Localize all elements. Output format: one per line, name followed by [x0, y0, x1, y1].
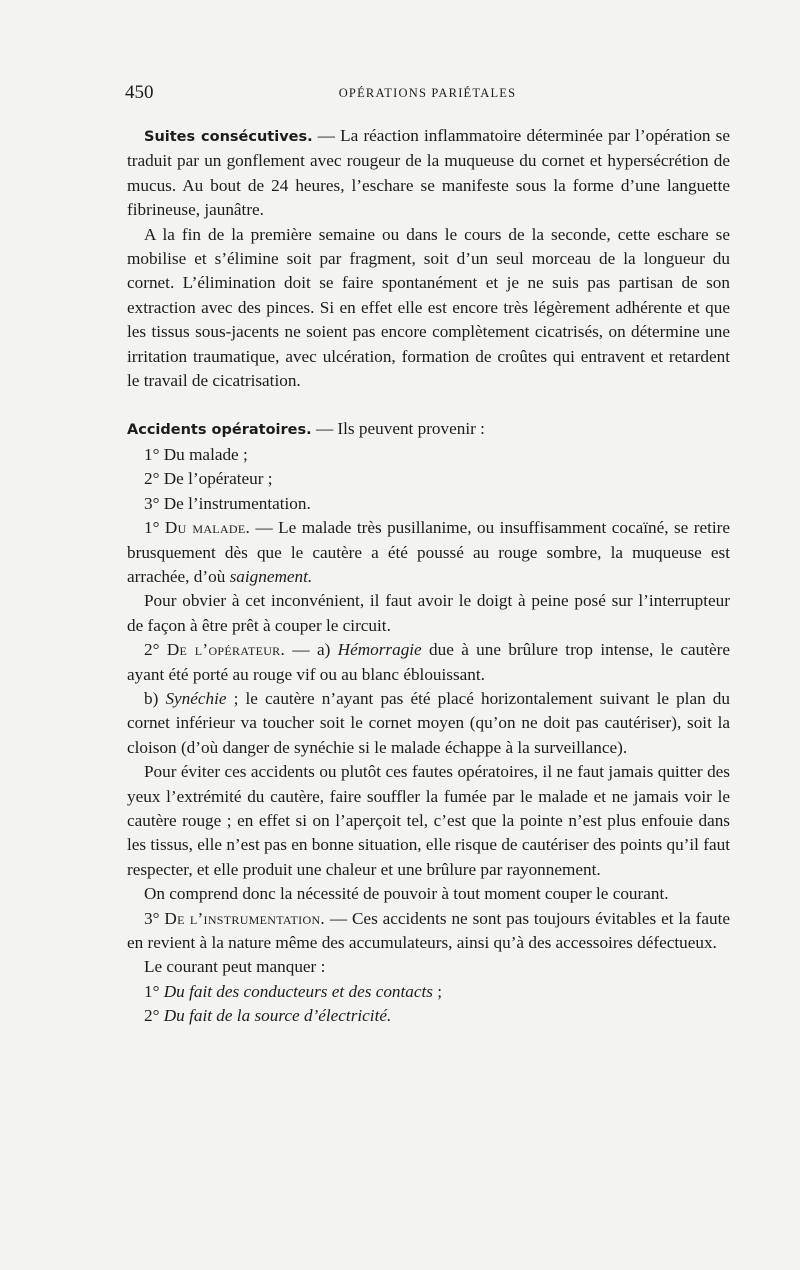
emphasis-text: Synéchie — [165, 688, 227, 708]
paragraph-text: due à une brûlure trop intense, le cautère ayant été porté au rouge vif ou au blanc éblouissant. — [127, 640, 731, 684]
list-item-source — [127, 1004, 730, 1028]
subheading-malade: Du malade. — [164, 518, 251, 538]
paragraph-text: ; le cautère n’ayant pas été placé horizontalement suivant le plan du cornet inférieur va toucher soit le cornet moyen (qu’on ne doit pas cautériser), soit la cloison (d’où danger de synéchie si le malade échappe à la surveillance). — [127, 688, 730, 757]
paragraph-eviter: Pour éviter ces accidents ou plutôt ces fautes opératoires, il ne faut jamais quitter des yeux l’extrémité du cautère, faire souffler la fumée par le malade et ne jamais voir le cautère rouge ; en effet si on l’aperçoit tel, c’est que la pointe n’est plus enfouie dans les tissus, elle n’est pas en bonne situation, elle risque de cautériser des points qu’il faut respecter, et elle produit une chaleur et une brûlure par rayonnement. — [127, 762, 730, 879]
subheading-instrumentation: De l’instrumentation. — [164, 908, 326, 928]
list-item-conducteurs — [127, 980, 730, 1004]
emphasis-text: Du fait des conducteurs et des contacts — [163, 981, 433, 1001]
paragraph-malade — [127, 516, 730, 589]
paragraph-text: — La réaction inflammatoire déterminée par l’opération se traduit par un gonflement avec rougeur de la muqueuse du cornet et hypersécrétion de mucus. Au bout de 24 heures, l’eschare se manifeste sous la forme d’une languette fibrineuse, jaunâtre. — [127, 126, 730, 220]
paragraph-elimination: A la fin de la première semaine ou dans le cours de la seconde, cette eschare se mobilise et s’élimine soit par fragment, soit d’un seul morceau de la longueur du cornet. L’élimination doit se faire spontanément et je ne suis pas partisan de son extraction avec des pinces. Si en effet elle est encore très légèrement adhérente et que les tissus sous-jacents ne soient pas encore complètement cicatrisés, on détermine une irritation traumatique, avec ulcération, formation de croûtes qui entravent et retardent le travail de cicatrisation. — [127, 224, 730, 391]
item-number: 2° — [144, 640, 167, 660]
running-title: OPÉRATIONS PARIÉTALES — [338, 86, 517, 100]
page-header — [125, 82, 730, 106]
section-heading-suites: Suites consécutives. — [144, 129, 313, 145]
section-heading-accidents: Accidents opératoires. — [127, 422, 312, 439]
page-body — [127, 124, 730, 1029]
item-number: 3° — [144, 908, 165, 928]
item-number: 1° — [144, 518, 165, 538]
emphasis-text: Du fait de la source d’électricité. — [163, 1006, 392, 1026]
subheading-operateur: De l’opérateur. — [166, 640, 286, 660]
paragraph-instrumentation — [127, 907, 730, 956]
list-item: 3° De l’instrumentation. — [144, 493, 311, 513]
paragraph-text: — Le malade très pusillanime, ou insuffisamment cocaïné, se retire brusquement dès que le cautère a été poussé au rouge sombre, la muqueuse est arrachée, d’où — [127, 518, 730, 586]
paragraph-courant: Le courant peut manquer : — [144, 957, 326, 977]
emphasis-text: Hémorragie — [337, 640, 422, 660]
item-number: 2° — [144, 1006, 164, 1026]
page-number: 450 — [125, 82, 154, 103]
paragraph-text: — Ils peuvent provenir : — [311, 419, 485, 439]
paragraph-synechie — [127, 687, 730, 760]
emphasis-text: saignement. — [229, 566, 313, 586]
item-number: 1° — [144, 981, 164, 1001]
item-letter: — a) — [285, 640, 338, 660]
paragraph-operateur — [127, 638, 730, 687]
paragraph-text: — Ces accidents ne sont pas toujours évitables et la faute en revient à la nature même des accumulateurs, ainsi qu’à des accessoires défectueux. — [127, 908, 731, 952]
item-letter: b) — [144, 688, 166, 708]
paragraph-accidents — [127, 417, 730, 442]
paragraph-obvier: Pour obvier à cet inconvénient, il faut avoir le doigt à peine posé sur l’interrupteur de façon à être prêt à couper le circuit. — [127, 591, 730, 635]
list-item: 2° De l’opérateur ; — [144, 469, 273, 489]
paragraph-suites — [127, 124, 730, 223]
paragraph-comprend: On comprend donc la nécessité de pouvoir à tout moment couper le courant. — [144, 884, 669, 904]
paragraph-text: ; — [432, 981, 443, 1001]
list-item: 1° Du malade ; — [144, 444, 248, 464]
